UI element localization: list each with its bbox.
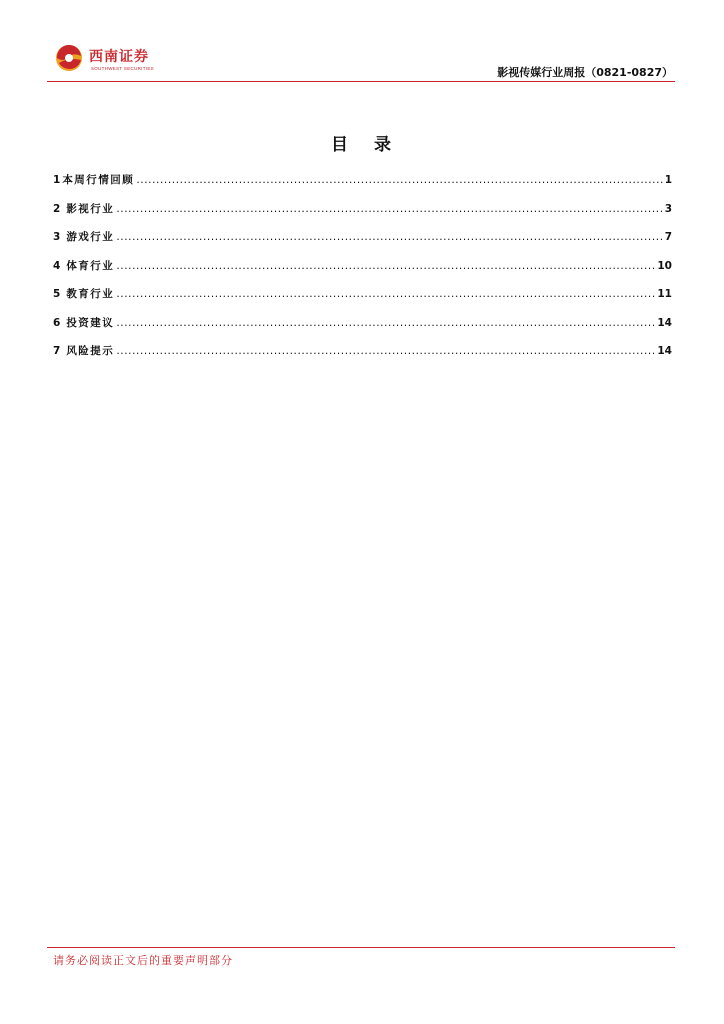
- toc-dot-leader: [136, 174, 662, 186]
- toc-entry-page: 14: [657, 345, 672, 357]
- table-of-contents: [53, 172, 672, 372]
- toc-entry[interactable]: [53, 286, 672, 315]
- toc-entry[interactable]: [53, 315, 672, 344]
- toc-entry-number: 1: [53, 174, 61, 186]
- toc-entry[interactable]: [53, 201, 672, 230]
- toc-entry-label: 体育行业: [66, 259, 115, 272]
- toc-dot-leader: [116, 288, 655, 300]
- company-logo: [55, 44, 175, 78]
- toc-entry-number: 2: [53, 202, 61, 215]
- toc-entry-page: 3: [664, 202, 672, 215]
- report-title: 影视传媒行业周报（0821-0827）: [497, 66, 673, 79]
- header-divider: [47, 81, 675, 82]
- toc-entry-number: 5: [53, 288, 61, 300]
- toc-entry-number: 6: [53, 316, 61, 329]
- toc-heading-char-1: 目: [331, 135, 351, 155]
- disclaimer-note: 请务必阅读正文后的重要声明部分: [53, 954, 233, 967]
- toc-entry[interactable]: [53, 229, 672, 258]
- toc-entry-page: 7: [664, 231, 672, 243]
- toc-dot-leader: [116, 231, 662, 243]
- toc-heading-char-2: 录: [373, 135, 393, 155]
- toc-entry-number: 7: [53, 345, 61, 357]
- toc-entry[interactable]: [53, 343, 672, 372]
- toc-dot-leader: [116, 260, 655, 272]
- logo-emblem-icon: [55, 44, 83, 72]
- footer-divider: [47, 947, 675, 948]
- toc-dot-leader: [116, 345, 655, 357]
- toc-entry[interactable]: [53, 258, 672, 287]
- toc-entry-label: 投资建议: [66, 316, 115, 329]
- page-header: [47, 40, 675, 82]
- toc-entry-page: 14: [657, 316, 672, 329]
- logo-name-cn: 西南证券: [89, 49, 149, 65]
- toc-entry-page: 11: [657, 288, 672, 300]
- toc-entry-number: 3: [53, 231, 61, 243]
- toc-heading: [0, 130, 724, 155]
- toc-entry-number: 4: [53, 259, 61, 272]
- toc-entry-label: 影视行业: [66, 202, 115, 215]
- toc-entry-label: 教育行业: [66, 288, 115, 300]
- toc-entry-page: 10: [657, 259, 672, 272]
- toc-entry-label: 本周行情回顾: [62, 174, 135, 186]
- logo-name-en: SOUTHWEST SECURITIES: [91, 66, 154, 71]
- toc-entry-page: 1: [664, 174, 672, 186]
- toc-dot-leader: [116, 317, 655, 329]
- toc-entry-label: 风险提示: [66, 345, 115, 357]
- toc-dot-leader: [116, 203, 662, 215]
- toc-entry-label: 游戏行业: [66, 231, 115, 243]
- toc-entry[interactable]: [53, 172, 672, 201]
